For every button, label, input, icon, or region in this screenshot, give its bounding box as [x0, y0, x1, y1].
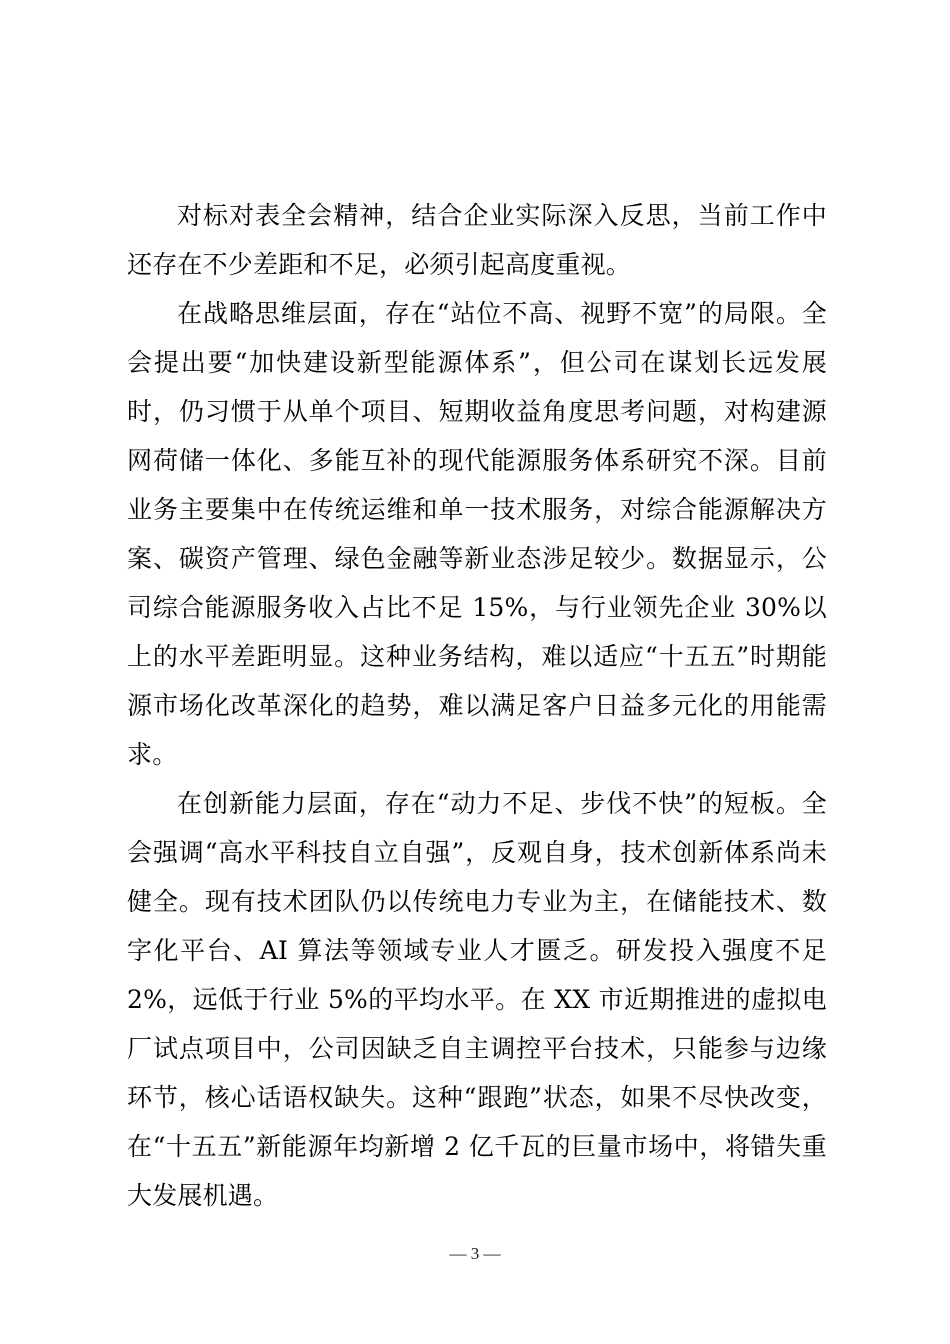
- document-body: [127, 191, 827, 1220]
- paragraph-3: 在创新能力层面，存在“动力不足、步伐不快”的短板。全会强调“高水平科技自立自强”，反观自身，技术创新体系尚未健全。现有技术团队仍以传统电力专业为主，在储能技术、数字化平台、AI 算法等领域专业人才匮乏。研发投入强度不足 2%，远低于行业 5%的平均水平。在 XX 市近期推进的虚拟电厂试点项目中，公司因缺乏自主调控平台技术，只能参与边缘环节，核心话语权缺失。这种“跟跑”状态，如果不尽快改变，在“十五五”新能源年均新增 2 亿千瓦的巨量市场中，将错失重大发展机遇。: [127, 789, 827, 1210]
- paragraph-1: 对标对表全会精神，结合企业实际深入反思，当前工作中还存在不少差距和不足，必须引起高度重视。: [127, 201, 827, 279]
- paragraph-2: 在战略思维层面，存在“站位不高、视野不宽”的局限。全会提出要“加快建设新型能源体系”，但公司在谋划长远发展时，仍习惯于从单个项目、短期收益角度思考问题，对构建源网荷储一体化、多能互补的现代能源服务体系研究不深。目前业务主要集中在传统运维和单一技术服务，对综合能源解决方案、碳资产管理、绿色金融等新业态涉足较少。数据显示，公司综合能源服务收入占比不足 15%，与行业领先企业 30%以上的水平差距明显。这种业务结构，难以适应“十五五”时期能源市场化改革深化的趋势，难以满足客户日益多元化的用能需求。: [127, 299, 827, 769]
- page-number: — 3 —: [449, 1244, 501, 1263]
